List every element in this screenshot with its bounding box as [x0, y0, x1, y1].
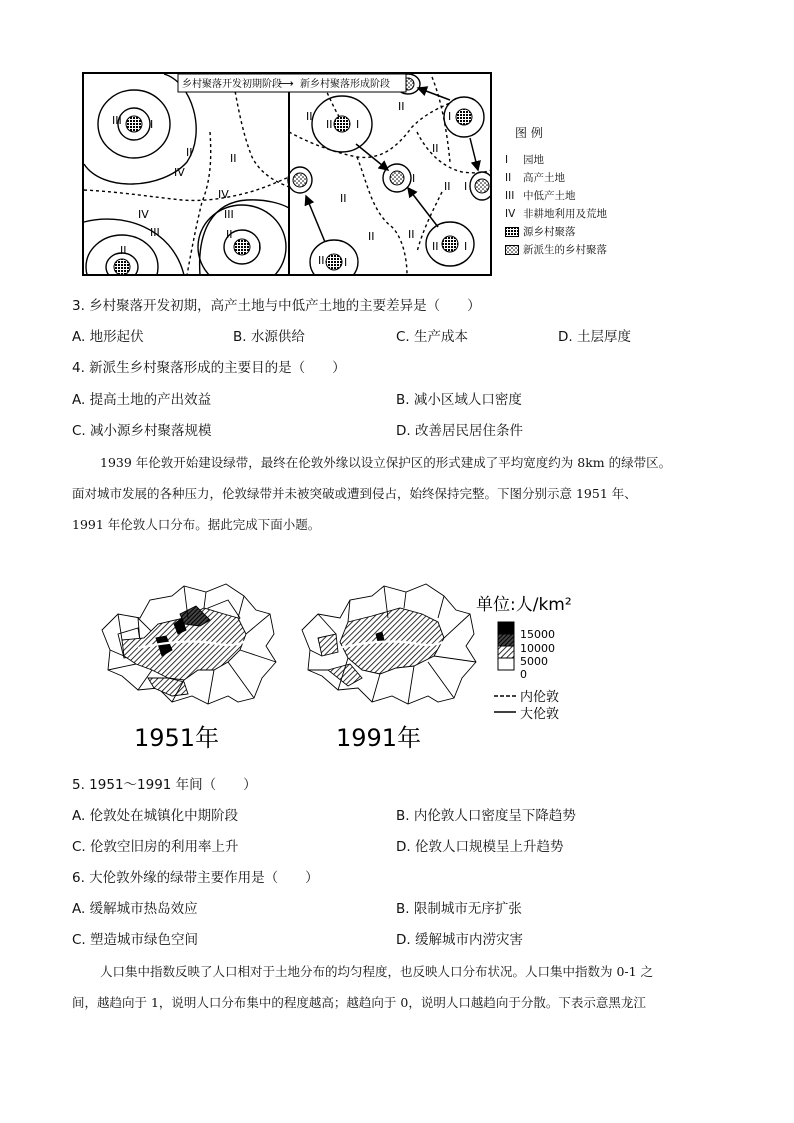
unit-label: 单位:人/km²: [476, 595, 572, 615]
question-6-stem: 6. 大伦敦外缘的绿带主要作用是（ ）: [72, 870, 319, 886]
settlement-figure: [82, 72, 492, 276]
passage1-line-1: 1939 年伦敦开始建设绿带，最终在伦敦外缘以设立保护区的形式建成了平均宽度约为 8km 的绿带区。: [100, 455, 672, 470]
q3-option-d[interactable]: D. 土层厚度: [558, 329, 631, 345]
svg-text:II: II: [408, 228, 415, 241]
question-5-stem: 5. 1951～1991 年间（ ）: [72, 777, 257, 793]
svg-text:II: II: [326, 118, 333, 131]
scale-15000: 15000: [520, 628, 555, 641]
q5-option-b[interactable]: B. 内伦敦人口密度呈下降趋势: [396, 808, 576, 824]
svg-text:I: I: [150, 118, 154, 131]
svg-text:II: II: [226, 228, 233, 241]
svg-text:II: II: [318, 254, 325, 267]
settlement-map: [82, 72, 492, 276]
svg-text:IV: IV: [174, 166, 185, 179]
inner-london-label: 内伦敦: [520, 690, 560, 705]
map-1991: [302, 584, 476, 704]
passage2-line-2: 间，越趋向于 1，说明人口分布集中的程度越高；越趋向于 0，说明人口越趋向于分散。下表示意黑龙江: [72, 995, 646, 1010]
svg-text:II: II: [444, 180, 451, 193]
svg-text:I: I: [344, 256, 348, 269]
svg-text:III: III: [150, 226, 160, 239]
legend-title: 图 例: [515, 126, 543, 140]
q6-option-a[interactable]: A. 缓解城市热岛效应: [72, 901, 198, 917]
svg-text:IV: IV: [218, 188, 229, 201]
svg-text:III: III: [224, 208, 234, 221]
svg-text:II: II: [230, 152, 237, 165]
new-settlement-icon: [505, 245, 519, 255]
svg-text:IV: IV: [138, 208, 149, 221]
svg-text:I: I: [258, 240, 262, 253]
legend-item-5: 源乡村聚落: [505, 224, 576, 239]
q3-option-b[interactable]: B. 水源供给: [233, 329, 305, 345]
svg-text:I: I: [448, 110, 452, 123]
question-3-stem: 3. 乡村聚落开发初期，高产土地与中低产土地的主要差异是（ ）: [72, 298, 481, 314]
q4-option-a[interactable]: A. 提高土地的产出效益: [72, 392, 212, 408]
q6-option-c[interactable]: C. 塑造城市绿色空间: [72, 932, 199, 948]
year-1991-label: 1991年: [336, 724, 422, 752]
svg-text:II: II: [398, 100, 405, 113]
svg-text:II: II: [120, 244, 127, 257]
svg-text:II: II: [432, 142, 439, 155]
passage1-line-2: 面对城市发展的各种压力，伦敦绿带并未被突破或遭到侵占，始终保持完整。下图分别示意 1951 年、: [72, 486, 637, 501]
q6-option-b[interactable]: B. 限制城市无序扩张: [396, 901, 522, 917]
legend-item-1: I 园地: [505, 154, 544, 166]
q4-option-b[interactable]: B. 减小区域人口密度: [396, 392, 522, 408]
banner-left-text: 乡村聚落开发初期阶段: [182, 79, 282, 90]
svg-text:I: I: [464, 180, 468, 193]
greater-london-label: 大伦敦: [520, 707, 560, 722]
legend-item-3: III 中低产土地: [505, 190, 576, 202]
svg-text:I: I: [356, 118, 360, 131]
q4-option-d[interactable]: D. 改善居民居住条件: [396, 423, 523, 439]
svg-text:II: II: [432, 240, 439, 253]
london-maps: [88, 578, 608, 758]
q6-option-d[interactable]: D. 缓解城市内涝灾害: [396, 932, 523, 948]
passage2-line-1: 人口集中指数反映了人口相对于土地分布的均匀程度，也反映人口分布状况。人口集中指数为 0-1 之: [100, 964, 654, 979]
scale-10000: 10000: [520, 642, 555, 655]
year-1951-label: 1951年: [134, 724, 220, 752]
passage1-line-3: 1991 年伦敦人口分布。据此完成下面小题。: [72, 517, 321, 532]
banner-right-text: 新乡村聚落形成阶段: [300, 79, 390, 90]
legend-item-4: IV 非耕地利用及荒地: [505, 208, 607, 220]
svg-text:I: I: [412, 172, 416, 185]
q4-option-c[interactable]: C. 减小源乡村聚落规模: [72, 423, 212, 439]
svg-text:III: III: [112, 114, 122, 127]
legend-item-2: II 高产土地: [505, 172, 565, 184]
svg-text:II: II: [186, 146, 193, 159]
scale-5000: 5000: [520, 655, 548, 668]
scale-0: 0: [520, 668, 527, 681]
svg-text:I: I: [464, 240, 468, 253]
svg-text:⟶: ⟶: [278, 77, 294, 90]
london-population-figure: [88, 578, 608, 758]
density-legend: [498, 622, 514, 670]
q5-option-c[interactable]: C. 伦敦空旧房的利用率上升: [72, 839, 239, 855]
svg-text:II: II: [306, 110, 313, 123]
source-settlement-icon: [505, 227, 519, 237]
q5-option-a[interactable]: A. 伦敦处在城镇化中期阶段: [72, 808, 239, 824]
legend-item-6: 新派生的乡村聚落: [505, 242, 607, 257]
svg-text:II: II: [340, 192, 347, 205]
map-1951: [102, 584, 276, 704]
q5-option-d[interactable]: D. 伦敦人口规模呈上升趋势: [396, 839, 564, 855]
settlement-legend: [505, 124, 645, 264]
svg-text:II: II: [368, 230, 375, 243]
question-4-stem: 4. 新派生乡村聚落形成的主要目的是（ ）: [72, 360, 346, 376]
q3-option-c[interactable]: C. 生产成本: [396, 329, 469, 345]
q3-option-a[interactable]: A. 地形起伏: [72, 329, 144, 345]
